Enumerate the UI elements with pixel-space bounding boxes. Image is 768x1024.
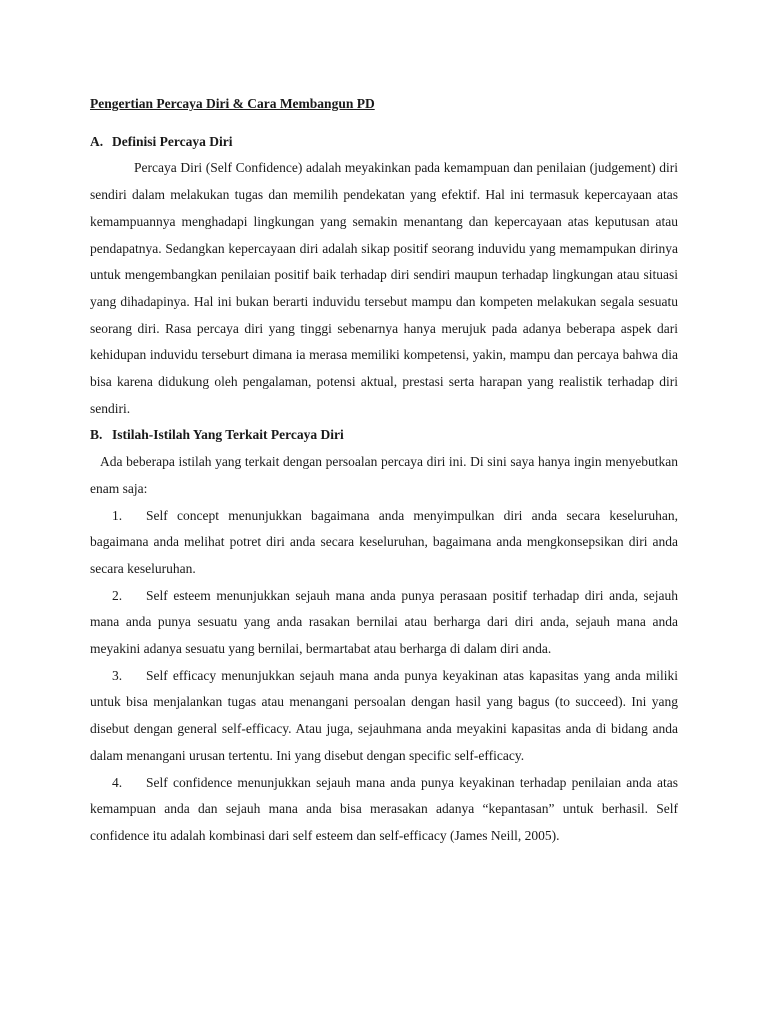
list-item xyxy=(90,583,678,663)
list-item-text: Self concept menunjukkan bagaimana anda menyimpulkan diri anda secara keseluruhan, bagaimana anda melihat potret diri anda secara keseluruhan, bagaimana anda mengkonsepsikan diri anda secara keseluruhan. xyxy=(90,507,678,576)
section-a-paragraph: Percaya Diri (Self Confidence) adalah meyakinkan pada kemampuan dan penilaian (judgement) diri sendiri dalam melakukan tugas dan memilih pendekatan yang efektif. Hal ini termasuk kepercayaan atas kemampuannya menghadapi lingkungan yang semakin menantang dan kepercayaan atas keputusan atau pendapatnya. Sedangkan kepercayaan diri adalah sikap positif seorang induvidu yang memampukan dirinya untuk mengembangkan penilaian positif baik terhadap diri sendiri maupun terhadap lingkungan atau situasi yang dihadapinya. Hal ini bukan berarti induvidu tersebut mampu dan kompeten melakukan segala sesuatu seorang diri. Rasa percaya diri yang tinggi sebenarnya hanya merujuk pada adanya beberapa aspek dari kehidupan induvidu terseburt dimana ia merasa memiliki kompetensi, yakin, mampu dan percaya bahwa dia bisa karena didukung oleh pengalaman, potensi aktual, prestasi serta harapan yang realistik terhadap diri sendiri. xyxy=(90,160,678,416)
section-a-heading xyxy=(90,129,678,156)
section-b-heading xyxy=(90,422,678,449)
list-item xyxy=(90,770,678,850)
section-a-letter: A. xyxy=(90,133,104,149)
list-item-number: 1. xyxy=(112,507,123,523)
list-item-number: 2. xyxy=(112,587,123,603)
document-page xyxy=(90,91,678,850)
list-item-text: Self confidence menunjukkan sejauh mana anda punya keyakinan terhadap penilaian anda atas kemampuan anda dan sejauh mana anda bisa merasakan adanya “kepantasan” untuk berhasil. Self confidence itu adalah kombinasi dari self esteem dan self-efficacy (James Neill, 2005). xyxy=(90,774,678,843)
list-item xyxy=(90,503,678,583)
list-item-text: Self efficacy menunjukkan sejauh mana anda punya keyakinan atas kapasitas yang anda miliki untuk bisa menjalankan tugas atau menangani persoalan dengan hasil yang bagus (to succeed). Ini yang disebut dengan general self-efficacy. Atau juga, sejauhmana anda meyakini kapasitas anda di bidang anda dalam menangani urusan tertentu. Ini yang disebut dengan specific self-efficacy. xyxy=(90,667,678,763)
section-b-intro: Ada beberapa istilah yang terkait dengan persoalan percaya diri ini. Di sini saya hanya ingin menyebutkan enam saja: xyxy=(90,454,678,496)
section-b-heading-text: Istilah-Istilah Yang Terkait Percaya Diri xyxy=(112,427,344,443)
section-b-letter: B. xyxy=(90,427,103,443)
list-item xyxy=(90,663,678,770)
section-a-heading-text: Definisi Percaya Diri xyxy=(112,133,233,149)
document-title: Pengertian Percaya Diri & Cara Membangun PD xyxy=(90,96,375,111)
list-item-text: Self esteem menunjukkan sejauh mana anda punya perasaan positif terhadap diri anda, sejauh mana anda punya sesuatu yang anda rasakan bernilai atau berharga dari diri anda, sejauh mana anda meyakini adanya sesuatu yang bernilai, bermartabat atau berharga di dalam diri anda. xyxy=(90,587,678,657)
list-item-number: 3. xyxy=(112,667,123,683)
list-item-number: 4. xyxy=(112,774,123,790)
